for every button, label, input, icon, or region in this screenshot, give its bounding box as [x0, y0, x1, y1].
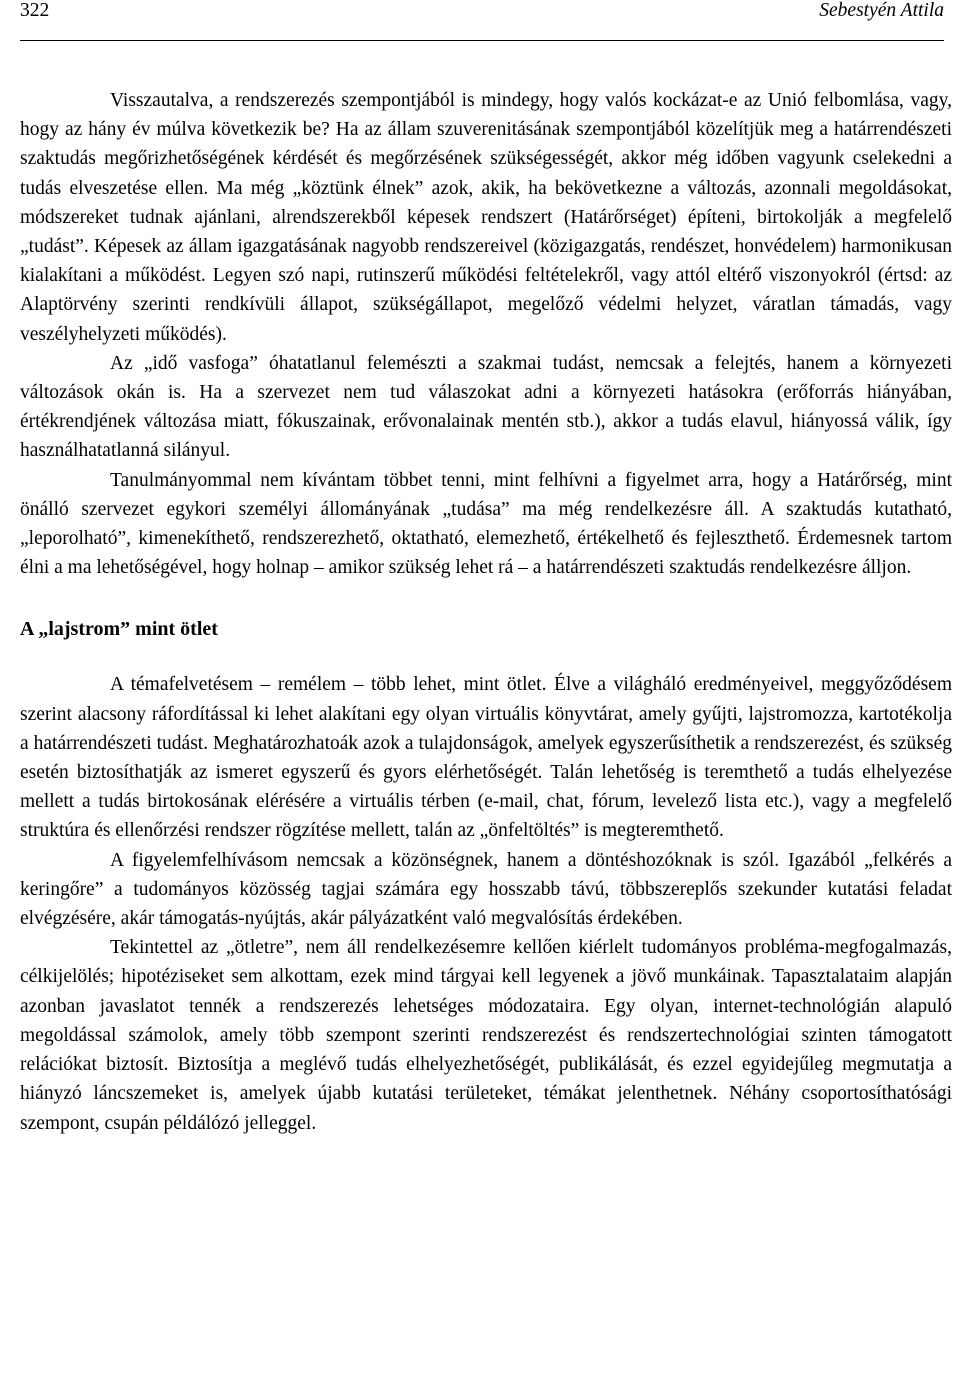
page-header — [20, 0, 944, 41]
running-head-author: Sebestyén Attila — [819, 0, 944, 21]
body-paragraph: Tanulmányommal nem kívántam többet tenni, mint felhívni a figyelmet arra, hogy a Határőrség, mint önálló szervezet egykori személyi állományának „tudása” ma még rendelkezésre áll. A szaktudás kutatható, „leporolható”, kimenekíthető, rendszerezhető, oktatható, elemezhető, értékelhető és fejleszthető. Érdemesnek tartom élni a ma lehetőségével, hogy holnap – amikor szükség lehet rá – a határrendészeti szaktudás rendelkezésre álljon. — [20, 469, 952, 579]
body-paragraph: A témafelvetésem – remélem – több lehet, mint ötlet. Élve a világháló eredményeivel, meggyőződésem szerint alacsony ráfordítással ki lehet alakítani egy olyan virtuális könyvtárat, amely gyűjti, lajstromozza, kartotékolja a határrendészeti tudást. Meghatározhatoák azok a tulajdonságok, amelyek egyszerűsíthetik a rendszerezést, és szükség esetén biztosíthatják az ismeret egyszerű és gyors elérhetőségét. Talán lehetőség is teremthető a tudás elhelyezése mellett a tudás birtokosának elérésére a virtuális térben (e-mail, chat, fórum, levelező lista etc.), vagy a megfelelő struktúra és ellenőrzési rendszer rögzítése mellett, talán az „önfeltöltés” is megteremthető. — [20, 674, 952, 842]
body-paragraph: Az „idő vasfoga” óhatatlanul felemészti a szakmai tudást, nemcsak a felejtés, hanem a környezeti változások okán is. Ha a szervezet nem tud válaszokat adni a környezeti hatásokra (erőforrás hiányában, értékrendjének változása miatt, fókuszainak, erővonalainak mentén stb.), akkor a tudás elavul, hiányossá válik, így használhatatlanná silányul. — [20, 352, 952, 462]
page-number: 322 — [20, 0, 50, 21]
body-paragraph: Tekintettel az „ötletre”, nem áll rendelkezésemre kellően kiérlelt tudományos probléma-megfogalmazás, célkijelölés; hipotéziseket sem alkottam, ezek mind tárgyai kell legyenek a jövő munkáinak. Tapasztalataim alapján azonban javaslatot tennék a rendszerezés lehetséges módozataira. Egy olyan, internet-technológián alapuló megoldással számolok, amely több szempont szerinti rendszerezést és rendszertechnológiai szinten támogatott relációkat biztosít. Biztosítja a meglévő tudás elhelyezhetőségét, publikálását, és ezzel egyidejűleg megmutatja a hiányzó láncszemeket is, amelyek újabb kutatási területeket, témákat jelenthetnek. Néhány csoportosíthatósági szempont, csupán példálózó jelleggel. — [20, 937, 952, 1134]
page-body — [20, 86, 952, 1138]
section-heading: A „lajstrom” mint ötlet — [20, 618, 218, 641]
body-paragraph: A figyelemfelhívásom nemcsak a közönségnek, hanem a döntéshozóknak is szól. Igazából „felkérés a keringőre” a tudományos közösség tagjai számára egy hosszabb távú, többszereplős szekunder kutatási feladat elvégzésére, akár támogatás-nyújtás, akár pályázatként való megvalósítás érdekében. — [20, 849, 952, 930]
body-paragraph: Visszautalva, a rendszerezés szempontjából is mindegy, hogy valós kockázat-e az Unió felbomlása, vagy, hogy az hány év múlva következik be? Ha az állam szuverenitásának szempontjából közelítjük meg a határrendészeti szaktudás megőrizhetőségének kérdését és megőrzésének szükségességét, akkor még időben vagyunk cselekedni a tudás elveszetése ellen. Ma még „köztünk élnek” azok, akik, ha bekövetkezne a változás, azonnali megoldásokat, módszereket tudnak ajánlani, alrendszerekből képesek rendszert (Határőrséget) építeni, birtokolják a megfelelő „tudást”. Képesek az állam igazgatásának nagyobb rendszereivel (közigazgatás, rendészet, honvédelem) harmonikusan kialakítani a működést. Legyen szó napi, rutinszerű működési feltételekről, vagy attól eltérő viszonyokról (értsd: az Alaptörvény szerinti rendkívüli állapot, szükségállapot, megelőző védelmi helyzet, váratlan támadás, vagy veszélyhelyzeti működés). — [20, 90, 952, 345]
